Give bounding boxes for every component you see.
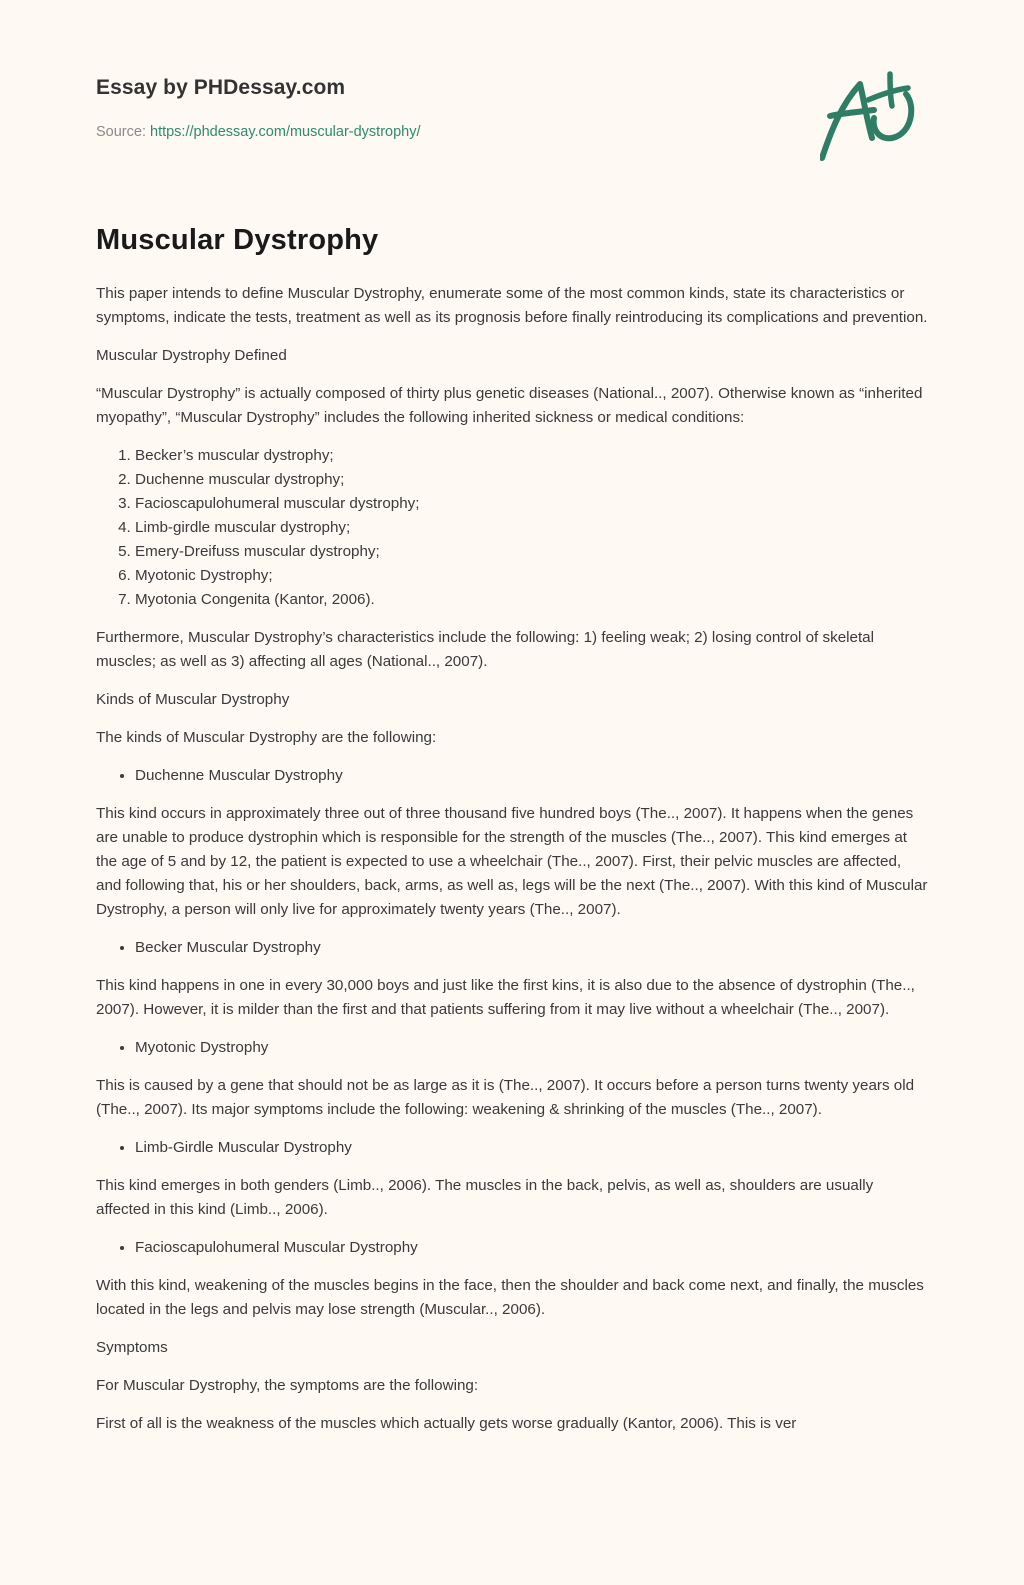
kind-name: • Limb-Girdle Muscular Dystrophy [135,1136,928,1160]
kind-bullet [96,1136,928,1160]
kind-bullet [96,1236,928,1260]
kind-description: This is caused by a gene that should not be as large as it is (The.., 2007). It occurs before a person turns twenty years old (The.., 2007). Its major symptoms include the following: weakening & shrinking of the muscles (The.., 2007). [96,1077,915,1118]
kind-bullet [96,764,928,788]
article-title: Muscular Dystrophy [96,224,379,256]
kind-name: • Myotonic Dystrophy [135,1036,928,1060]
list-item: 7. Myotonia Congenita (Kantor, 2006). [135,588,928,612]
list-item: 2. Duchenne muscular dystrophy; [135,468,928,492]
kind-bullet [96,1036,928,1060]
kind-description: This kind emerges in both genders (Limb.., 2006). The muscles in the back, pelvis, as well as, shoulders are usually affected in this kind (Limb.., 2006). [96,1177,874,1218]
list-item: 4. Limb-girdle muscular dystrophy; [135,516,928,540]
site-title: Essay by PHDessay.com [96,76,346,99]
kinds-intro: The kinds of Muscular Dystrophy are the following: [96,729,437,746]
source-line [96,124,421,140]
symptoms-paragraph: First of all is the weakness of the muscles which actually gets worse gradually (Kantor, 2006). This is ver [96,1415,797,1432]
section-heading-symptoms: Symptoms [96,1339,168,1356]
kind-name: • Becker Muscular Dystrophy [135,936,928,960]
list-item: 3. Facioscapulohumeral muscular dystrophy; [135,492,928,516]
page-header [96,0,928,200]
list-item: 5. Emery-Dreifuss muscular dystrophy; [135,540,928,564]
kind-bullet [96,936,928,960]
source-label: Source: [96,124,150,140]
kind-description: This kind happens in one in every 30,000 boys and just like the first kins, it is also due to the absence of dystrophin (The.., 2007). However, it is milder than the first and that patients suffering from it may live without a wheelchair (The.., 2007). [96,977,915,1018]
kind-name: • Duchenne Muscular Dystrophy [135,764,928,788]
symptoms-intro: For Muscular Dystrophy, the symptoms are the following: [96,1377,479,1394]
conditions-list [96,444,928,612]
section-heading-kinds: Kinds of Muscular Dystrophy [96,691,290,708]
list-item: 6. Myotonic Dystrophy; [135,564,928,588]
section-heading-defined: Muscular Dystrophy Defined [96,347,287,364]
kind-description: With this kind, weakening of the muscles begins in the face, then the shoulder and back come next, and finally, the muscles located in the legs and pelvis may lose strength (Muscular.., 2006). [96,1277,924,1318]
defined-paragraph: “Muscular Dystrophy” is actually composed of thirty plus genetic diseases (National.., 2007). Otherwise known as “inherited myopathy”, “Muscular Dystrophy” includes the following inherited sickness or medical conditions: [96,385,923,426]
kind-description: This kind occurs in approximately three out of three thousand five hundred boys (The.., 2007). It happens when the genes are unable to produce dystrophin which is responsible for the strength of the muscles (The.., 2007). This kind emerges at the age of 5 and by 12, the patient is expected to use a wheelchair (The.., 2007). First, their pelvic muscles are affected, and following that, his or her shoulders, back, arms, as well as, legs will be the next (The.., 2007). With this kind of Muscular Dystrophy, a person will only live for approximately twenty years (The.., 2007). [96,805,928,918]
characteristics-paragraph: Furthermore, Muscular Dystrophy’s characteristics include the following: 1) feeling weak; 2) losing control of skeletal muscles; as well as 3) affecting all ages (National.., 2007). [96,629,874,670]
intro-paragraph: This paper intends to define Muscular Dystrophy, enumerate some of the most common kinds, state its characteristics or symptoms, indicate the tests, treatment as well as its prognosis before finally reintroducing its complications and prevention. [96,285,928,326]
list-item: 1. Becker’s muscular dystrophy; [135,444,928,468]
essay-page [96,0,928,1432]
source-link[interactable]: https://phdessay.com/muscular-dystrophy/ [150,124,421,140]
a-plus-grade-icon [820,66,920,166]
article-body [96,282,928,1450]
kind-name: • Facioscapulohumeral Muscular Dystrophy [135,1236,928,1260]
